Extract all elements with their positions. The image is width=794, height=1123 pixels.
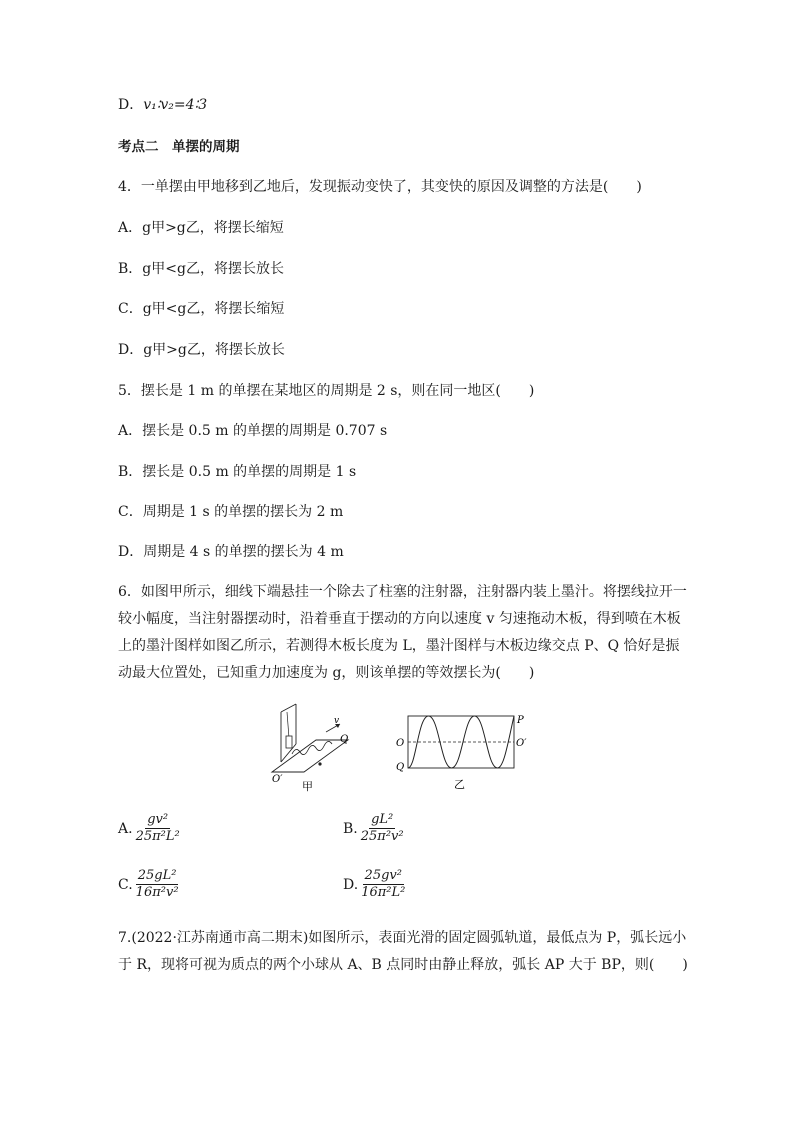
fraction bbox=[359, 812, 406, 845]
option-label: B. bbox=[343, 820, 358, 837]
q6-option-c bbox=[118, 868, 181, 901]
board-shape bbox=[272, 740, 348, 772]
denominator: 25π²L² bbox=[135, 829, 180, 844]
numerator: gL² bbox=[371, 812, 394, 827]
q6-line-3: 上的墨汁图样如图乙所示，若测得木板长度为 L，墨汁图样与木板边缘交点 P、Q 恰好是振 bbox=[118, 638, 680, 654]
numerator: 25gL² bbox=[137, 868, 177, 883]
point-marker bbox=[318, 762, 321, 765]
denominator: 16π²L² bbox=[361, 885, 406, 900]
q6-line-2: 较小幅度，当注射器摆动时，沿着垂直于摆动的方向以速度 v 匀速拖动木板，得到喷在木板 bbox=[118, 611, 681, 627]
denominator: 16π²v² bbox=[135, 885, 179, 900]
q4-option-b: B．g甲<g乙，将摆长放长 bbox=[118, 261, 284, 277]
label-o-prime-right: O′ bbox=[516, 738, 527, 749]
numerator: 25gv² bbox=[364, 868, 402, 883]
q7-line-2: 于 R，现将可视为质点的两个小球从 A、B 点同时由静止释放，弧长 AP 大于 BP，则( ) bbox=[118, 957, 688, 973]
q5-option-d: D．周期是 4 s 的单摆的摆长为 4 m bbox=[118, 544, 344, 560]
option-label: D. bbox=[343, 876, 359, 893]
q4-option-a: A．g甲>g乙，将摆长缩短 bbox=[118, 220, 284, 236]
fraction bbox=[134, 812, 182, 845]
label-v: v bbox=[334, 716, 340, 726]
numerator: gv² bbox=[147, 812, 169, 827]
q5-stem: 5．摆长是 1 m 的单摆在某地区的周期是 2 s，则在同一地区( ) bbox=[118, 383, 535, 399]
q4-option-d: D．g甲>g乙，将摆长放长 bbox=[118, 342, 285, 358]
q6-line-1: 6．如图甲所示，细线下端悬挂一个除去了柱塞的注射器，注射器内装上墨汁。将摆线拉开一 bbox=[118, 584, 687, 600]
q6-line-4: 动最大位置处，已知重力加速度为 g，则该单摆的等效摆长为( ) bbox=[118, 665, 535, 681]
figure-yi bbox=[388, 710, 538, 794]
label-o: O bbox=[396, 738, 405, 749]
option-text: v₁∶v₂=4∶3 bbox=[143, 97, 208, 113]
denominator: 25π²v² bbox=[360, 829, 404, 844]
q6-option-b bbox=[343, 812, 406, 845]
label-p: P bbox=[517, 715, 524, 726]
q5-option-b: B．摆长是 0.5 m 的单摆的周期是 1 s bbox=[118, 464, 357, 480]
option-label: A. bbox=[118, 820, 133, 837]
q6-option-a bbox=[118, 812, 182, 845]
q4-stem: 4．一单摆由甲地移到乙地后，发现振动变快了，其变快的原因及调整的方法是( ) bbox=[118, 179, 642, 195]
figure-jia bbox=[268, 702, 358, 794]
label-q: Q bbox=[340, 734, 349, 745]
q6-option-d bbox=[343, 868, 407, 901]
q7-line-1: 7.(2022·江苏南通市高二期末)如图所示，表面光滑的固定圆弧轨道，最低点为 P，弧长远小 bbox=[118, 930, 687, 946]
fraction bbox=[134, 868, 181, 901]
option-label: C. bbox=[118, 876, 133, 893]
label-o-prime: O′ bbox=[272, 774, 283, 785]
q3-option-d bbox=[118, 95, 207, 115]
section-title: 考点二 单摆的周期 bbox=[118, 139, 240, 155]
syringe-icon bbox=[286, 736, 292, 748]
fraction bbox=[359, 868, 407, 901]
q5-option-a: A．摆长是 0.5 m 的单摆的周期是 0.707 s bbox=[118, 423, 388, 439]
stand-top bbox=[281, 704, 296, 712]
option-label: D． bbox=[118, 97, 144, 113]
label-yi: 乙 bbox=[454, 778, 465, 791]
pendulum-string bbox=[287, 712, 289, 738]
q5-option-c: C．周期是 1 s 的单摆的摆长为 2 m bbox=[118, 504, 344, 520]
q4-option-c: C．g甲<g乙，将摆长缩短 bbox=[118, 301, 285, 317]
label-q-left: Q bbox=[396, 762, 405, 773]
label-jia: 甲 bbox=[302, 780, 313, 793]
